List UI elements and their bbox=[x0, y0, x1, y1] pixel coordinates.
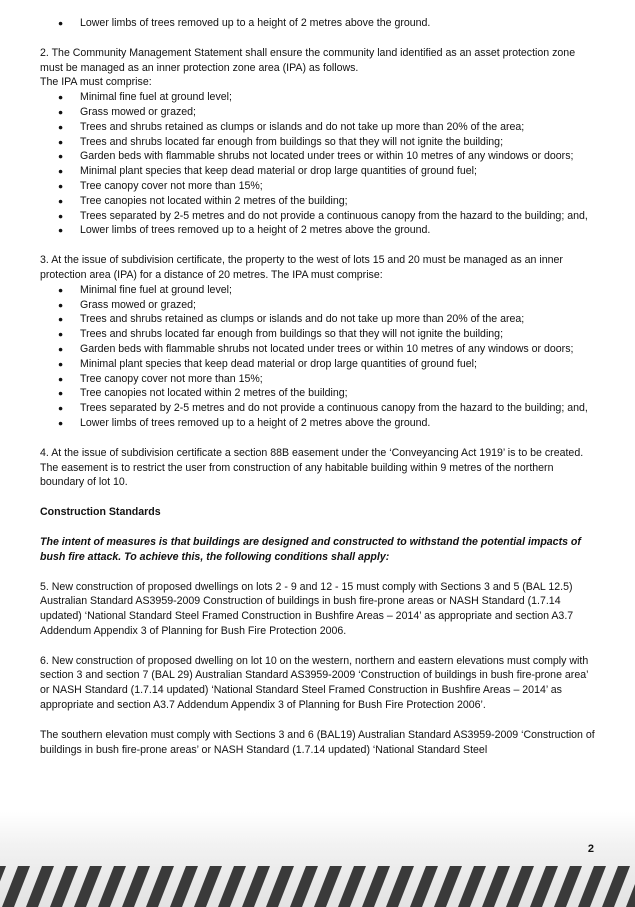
footer-stripe bbox=[170, 866, 198, 907]
section-3-intro: 3. At the issue of subdivision certificate, the property to the west of lots 15 and 20 must be managed as an inner protection area (IPA) for a distance of 20 metres. The IPA must comprise: bbox=[40, 254, 563, 281]
footer-stripe bbox=[266, 866, 294, 907]
construction-standards-heading: Construction Standards bbox=[40, 506, 161, 519]
list-item: ● Lower limbs of trees removed up to a height of 2 metres above the ground. bbox=[40, 16, 595, 31]
footer-stripe bbox=[434, 866, 462, 907]
list-item: ● Tree canopy cover not more than 15%; bbox=[40, 372, 595, 387]
footer-stripe bbox=[290, 866, 318, 907]
top-bullet-list bbox=[40, 16, 595, 31]
list-item: ● Garden beds with flammable shrubs not located under trees or within 10 metres of any windows or doors; bbox=[40, 149, 595, 164]
list-item: ● Tree canopies not located within 2 metres of the building; bbox=[40, 194, 595, 209]
page-number: 2 bbox=[587, 843, 594, 855]
footer-stripe bbox=[194, 866, 222, 907]
footer-stripe bbox=[362, 866, 390, 907]
section-2-intro: 2. The Community Management Statement shall ensure the community land identified as an asset protection zone must be managed as an inner protection zone area (IPA) as follows. bbox=[40, 46, 576, 74]
section-6: 6. New construction of proposed dwelling on lot 10 on the western, northern and eastern elevations must comply with section 3 and section 7 (BAL 29) Australian Standard AS3959-2009 ‘Construction of buildings in bush fire-prone area’ or NASH Standard (1.7.14 updated) ‘National Standard Steel Framed Construction in Bushfire Areas – 2014’ as appropriate and section A3.7 Addendum Appendix 3 of Planning for Bush Fire Protection 2006’. bbox=[40, 654, 589, 712]
footer-stripe bbox=[314, 866, 342, 907]
footer-stripe bbox=[122, 866, 150, 907]
southern-elevation-paragraph: The southern elevation must comply with Sections 3 and 6 (BAL19) Australian Standard AS3959-2009 ‘Construction of buildings in bush fire-prone areas’ or NASH Standard (1.7.14 updated) ‘National Standard Steel bbox=[40, 728, 595, 756]
list-item: ● Minimal plant species that keep dead material or drop large quantities of ground fuel; bbox=[40, 357, 595, 372]
footer-stripe bbox=[482, 866, 510, 907]
footer-stripe bbox=[242, 866, 270, 907]
list-item: ● Trees separated by 2-5 metres and do not provide a continuous canopy from the hazard to the building; and, bbox=[40, 209, 595, 224]
list-item: ● Minimal plant species that keep dead material or drop large quantities of ground fuel; bbox=[40, 164, 595, 179]
footer-stripe bbox=[530, 866, 558, 907]
footer-stripe bbox=[602, 866, 630, 907]
document-body bbox=[40, 16, 595, 757]
footer-stripe bbox=[506, 866, 534, 907]
footer-stripe bbox=[410, 866, 438, 907]
list-item: ● Lower limbs of trees removed up to a height of 2 metres above the ground. bbox=[40, 223, 595, 238]
list-item: ● Lower limbs of trees removed up to a height of 2 metres above the ground. bbox=[40, 416, 595, 431]
list-item: ● Trees and shrubs located far enough from buildings so that they will not ignite the building; bbox=[40, 327, 595, 342]
footer-stripes-decoration bbox=[0, 866, 635, 907]
list-item: ● Tree canopy cover not more than 15%; bbox=[40, 179, 595, 194]
list-item: ● Trees separated by 2-5 metres and do not provide a continuous canopy from the hazard to the building; and, bbox=[40, 401, 595, 416]
ipa-label: The IPA must comprise: bbox=[40, 76, 152, 89]
section-5: 5. New construction of proposed dwellings on lots 2 - 9 and 12 - 15 must comply with Sections 3 and 5 (BAL 12.5) Australian Standard AS3959-2009 Construction of buildings in bush fire-prone areas or NASH Standard (1.7.14 updated) ‘National Standard Steel Framed Construction in Bushfire Areas – 2014’ as appropriate and section A3.7 Addendum Appendix 3 of Planning for Bush Fire Protection 2006. bbox=[40, 580, 574, 637]
list-item: ● Trees and shrubs retained as clumps or islands and do not take up more than 20% of the area; bbox=[40, 120, 595, 135]
footer-stripe bbox=[74, 866, 102, 907]
list-item: ● Trees and shrubs located far enough from buildings so that they will not ignite the building; bbox=[40, 135, 595, 150]
list-item: ● Grass mowed or grazed; bbox=[40, 298, 595, 313]
footer-stripe bbox=[578, 866, 606, 907]
section-2-list bbox=[40, 90, 595, 238]
footer-stripe bbox=[458, 866, 486, 907]
footer-stripe bbox=[218, 866, 246, 907]
section-3-list bbox=[40, 283, 595, 431]
footer-stripe bbox=[554, 866, 582, 907]
intent-statement: The intent of measures is that buildings are designed and constructed to withstand the potential impacts of bush fire attack. To achieve this, the following conditions shall apply: bbox=[40, 535, 581, 563]
list-item: ● Tree canopies not located within 2 metres of the building; bbox=[40, 386, 595, 401]
footer-stripe bbox=[2, 866, 30, 907]
section-4: 4. At the issue of subdivision certificate a section 88B easement under the ‘Conveyancing Act 1919’ is to be created. The easement is to restrict the user from construction of any habitable building within 9 metres of the northern boundary of lot 10. bbox=[40, 446, 584, 489]
list-item: ● Garden beds with flammable shrubs not located under trees or within 10 metres of any windows or doors; bbox=[40, 342, 595, 357]
list-item: ● Minimal fine fuel at ground level; bbox=[40, 283, 595, 298]
footer-stripe bbox=[146, 866, 174, 907]
footer-stripe bbox=[26, 866, 54, 907]
footer-stripe bbox=[50, 866, 78, 907]
footer-stripe bbox=[98, 866, 126, 907]
footer-stripe bbox=[338, 866, 366, 907]
list-item: ● Minimal fine fuel at ground level; bbox=[40, 90, 595, 105]
footer-stripe bbox=[386, 866, 414, 907]
list-item: ● Trees and shrubs retained as clumps or islands and do not take up more than 20% of the area; bbox=[40, 312, 595, 327]
list-item: ● Grass mowed or grazed; bbox=[40, 105, 595, 120]
